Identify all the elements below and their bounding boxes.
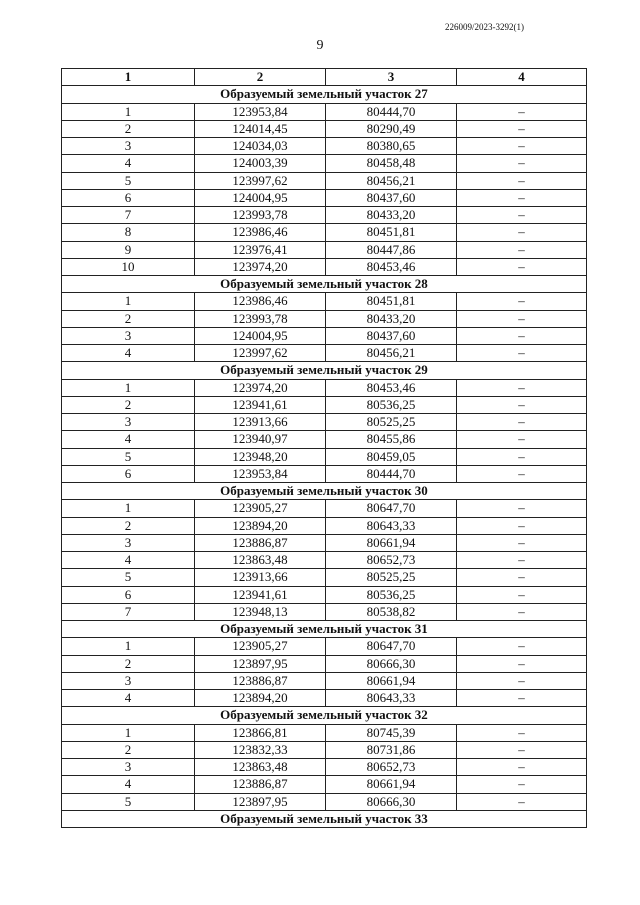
table-row bbox=[62, 414, 587, 431]
y-coordinate-cell: 80380,65 bbox=[326, 138, 457, 155]
remark-cell: – bbox=[457, 603, 587, 620]
x-coordinate-cell: 123832,33 bbox=[195, 741, 326, 758]
x-coordinate-cell: 123886,87 bbox=[195, 672, 326, 689]
point-number-cell: 1 bbox=[62, 724, 195, 741]
y-coordinate-cell: 80433,20 bbox=[326, 310, 457, 327]
section-title: Образуемый земельный участок 33 bbox=[62, 810, 587, 827]
y-coordinate-cell: 80437,60 bbox=[326, 189, 457, 206]
y-coordinate-cell: 80652,73 bbox=[326, 759, 457, 776]
remark-cell: – bbox=[457, 103, 587, 120]
x-coordinate-cell: 123953,84 bbox=[195, 103, 326, 120]
point-number-cell: 7 bbox=[62, 603, 195, 620]
document-id: 226009/2023-3292(1) bbox=[445, 22, 524, 32]
y-coordinate-cell: 80453,46 bbox=[326, 258, 457, 275]
section-title: Образуемый земельный участок 28 bbox=[62, 276, 587, 293]
table-row bbox=[62, 500, 587, 517]
table-row bbox=[62, 672, 587, 689]
x-coordinate-cell: 124003,39 bbox=[195, 155, 326, 172]
table-row bbox=[62, 172, 587, 189]
y-coordinate-cell: 80451,81 bbox=[326, 224, 457, 241]
section-row bbox=[62, 621, 587, 638]
remark-cell: – bbox=[457, 638, 587, 655]
x-coordinate-cell: 123953,84 bbox=[195, 465, 326, 482]
table-row bbox=[62, 776, 587, 793]
remark-cell: – bbox=[457, 345, 587, 362]
table-row bbox=[62, 327, 587, 344]
x-coordinate-cell: 124014,45 bbox=[195, 120, 326, 137]
y-coordinate-cell: 80647,70 bbox=[326, 500, 457, 517]
point-number-cell: 10 bbox=[62, 258, 195, 275]
y-coordinate-cell: 80538,82 bbox=[326, 603, 457, 620]
table-row bbox=[62, 465, 587, 482]
x-coordinate-cell: 123940,97 bbox=[195, 431, 326, 448]
x-coordinate-cell: 123894,20 bbox=[195, 690, 326, 707]
point-number-cell: 1 bbox=[62, 293, 195, 310]
remark-cell: – bbox=[457, 448, 587, 465]
x-coordinate-cell: 123948,20 bbox=[195, 448, 326, 465]
point-number-cell: 1 bbox=[62, 638, 195, 655]
header-cell: 4 bbox=[457, 69, 587, 86]
point-number-cell: 9 bbox=[62, 241, 195, 258]
table-row bbox=[62, 534, 587, 551]
x-coordinate-cell: 123941,61 bbox=[195, 586, 326, 603]
table-row bbox=[62, 793, 587, 810]
x-coordinate-cell: 123913,66 bbox=[195, 414, 326, 431]
x-coordinate-cell: 123993,78 bbox=[195, 310, 326, 327]
page-number: 9 bbox=[316, 38, 324, 53]
point-number-cell: 5 bbox=[62, 793, 195, 810]
y-coordinate-cell: 80652,73 bbox=[326, 552, 457, 569]
point-number-cell: 5 bbox=[62, 569, 195, 586]
point-number-cell: 3 bbox=[62, 138, 195, 155]
x-coordinate-cell: 123886,87 bbox=[195, 534, 326, 551]
remark-cell: – bbox=[457, 224, 587, 241]
section-row bbox=[62, 86, 587, 103]
y-coordinate-cell: 80525,25 bbox=[326, 414, 457, 431]
point-number-cell: 4 bbox=[62, 345, 195, 362]
x-coordinate-cell: 123897,95 bbox=[195, 655, 326, 672]
remark-cell: – bbox=[457, 500, 587, 517]
y-coordinate-cell: 80643,33 bbox=[326, 690, 457, 707]
remark-cell: – bbox=[457, 207, 587, 224]
y-coordinate-cell: 80666,30 bbox=[326, 793, 457, 810]
remark-cell: – bbox=[457, 534, 587, 551]
point-number-cell: 2 bbox=[62, 396, 195, 413]
point-number-cell: 4 bbox=[62, 690, 195, 707]
y-coordinate-cell: 80525,25 bbox=[326, 569, 457, 586]
remark-cell: – bbox=[457, 120, 587, 137]
x-coordinate-cell: 123974,20 bbox=[195, 379, 326, 396]
table-row bbox=[62, 655, 587, 672]
point-number-cell: 2 bbox=[62, 517, 195, 534]
x-coordinate-cell: 123948,13 bbox=[195, 603, 326, 620]
remark-cell: – bbox=[457, 241, 587, 258]
remark-cell: – bbox=[457, 431, 587, 448]
remark-cell: – bbox=[457, 379, 587, 396]
section-title: Образуемый земельный участок 30 bbox=[62, 483, 587, 500]
table-row bbox=[62, 569, 587, 586]
y-coordinate-cell: 80456,21 bbox=[326, 345, 457, 362]
remark-cell: – bbox=[457, 741, 587, 758]
x-coordinate-cell: 123863,48 bbox=[195, 552, 326, 569]
point-number-cell: 2 bbox=[62, 310, 195, 327]
point-number-cell: 1 bbox=[62, 379, 195, 396]
x-coordinate-cell: 123886,87 bbox=[195, 776, 326, 793]
table-row bbox=[62, 155, 587, 172]
section-title: Образуемый земельный участок 29 bbox=[62, 362, 587, 379]
y-coordinate-cell: 80536,25 bbox=[326, 586, 457, 603]
remark-cell: – bbox=[457, 293, 587, 310]
x-coordinate-cell: 123913,66 bbox=[195, 569, 326, 586]
y-coordinate-cell: 80459,05 bbox=[326, 448, 457, 465]
point-number-cell: 2 bbox=[62, 741, 195, 758]
table-row bbox=[62, 293, 587, 310]
section-row bbox=[62, 483, 587, 500]
table-row bbox=[62, 379, 587, 396]
y-coordinate-cell: 80643,33 bbox=[326, 517, 457, 534]
point-number-cell: 3 bbox=[62, 672, 195, 689]
x-coordinate-cell: 123897,95 bbox=[195, 793, 326, 810]
x-coordinate-cell: 123905,27 bbox=[195, 500, 326, 517]
remark-cell: – bbox=[457, 793, 587, 810]
x-coordinate-cell: 124004,95 bbox=[195, 327, 326, 344]
x-coordinate-cell: 123941,61 bbox=[195, 396, 326, 413]
remark-cell: – bbox=[457, 327, 587, 344]
table-row bbox=[62, 638, 587, 655]
point-number-cell: 4 bbox=[62, 552, 195, 569]
remark-cell: – bbox=[457, 776, 587, 793]
table-row bbox=[62, 103, 587, 120]
x-coordinate-cell: 123866,81 bbox=[195, 724, 326, 741]
table-row bbox=[62, 690, 587, 707]
point-number-cell: 2 bbox=[62, 120, 195, 137]
x-coordinate-cell: 123986,46 bbox=[195, 293, 326, 310]
x-coordinate-cell: 123997,62 bbox=[195, 345, 326, 362]
table-row bbox=[62, 224, 587, 241]
y-coordinate-cell: 80455,86 bbox=[326, 431, 457, 448]
table-row bbox=[62, 310, 587, 327]
remark-cell: – bbox=[457, 552, 587, 569]
point-number-cell: 5 bbox=[62, 448, 195, 465]
header-cell: 3 bbox=[326, 69, 457, 86]
remark-cell: – bbox=[457, 310, 587, 327]
table-row bbox=[62, 138, 587, 155]
point-number-cell: 4 bbox=[62, 776, 195, 793]
point-number-cell: 3 bbox=[62, 327, 195, 344]
header-row bbox=[62, 69, 587, 86]
y-coordinate-cell: 80447,86 bbox=[326, 241, 457, 258]
table-row bbox=[62, 759, 587, 776]
y-coordinate-cell: 80456,21 bbox=[326, 172, 457, 189]
x-coordinate-cell: 124034,03 bbox=[195, 138, 326, 155]
point-number-cell: 8 bbox=[62, 224, 195, 241]
y-coordinate-cell: 80290,49 bbox=[326, 120, 457, 137]
remark-cell: – bbox=[457, 759, 587, 776]
y-coordinate-cell: 80666,30 bbox=[326, 655, 457, 672]
table-row bbox=[62, 448, 587, 465]
table-row bbox=[62, 207, 587, 224]
x-coordinate-cell: 123863,48 bbox=[195, 759, 326, 776]
point-number-cell: 3 bbox=[62, 534, 195, 551]
table-row bbox=[62, 741, 587, 758]
x-coordinate-cell: 123974,20 bbox=[195, 258, 326, 275]
y-coordinate-cell: 80661,94 bbox=[326, 776, 457, 793]
remark-cell: – bbox=[457, 258, 587, 275]
section-title: Образуемый земельный участок 31 bbox=[62, 621, 587, 638]
x-coordinate-cell: 123905,27 bbox=[195, 638, 326, 655]
x-coordinate-cell: 123986,46 bbox=[195, 224, 326, 241]
x-coordinate-cell: 123997,62 bbox=[195, 172, 326, 189]
table-row bbox=[62, 241, 587, 258]
table-row bbox=[62, 396, 587, 413]
table-row bbox=[62, 345, 587, 362]
section-title: Образуемый земельный участок 27 bbox=[62, 86, 587, 103]
y-coordinate-cell: 80647,70 bbox=[326, 638, 457, 655]
section-row bbox=[62, 810, 587, 827]
remark-cell: – bbox=[457, 517, 587, 534]
point-number-cell: 2 bbox=[62, 655, 195, 672]
y-coordinate-cell: 80661,94 bbox=[326, 534, 457, 551]
y-coordinate-cell: 80731,86 bbox=[326, 741, 457, 758]
y-coordinate-cell: 80745,39 bbox=[326, 724, 457, 741]
point-number-cell: 4 bbox=[62, 155, 195, 172]
remark-cell: – bbox=[457, 672, 587, 689]
y-coordinate-cell: 80453,46 bbox=[326, 379, 457, 396]
point-number-cell: 1 bbox=[62, 103, 195, 120]
point-number-cell: 5 bbox=[62, 172, 195, 189]
table-row bbox=[62, 517, 587, 534]
table-row bbox=[62, 431, 587, 448]
remark-cell: – bbox=[457, 690, 587, 707]
y-coordinate-cell: 80444,70 bbox=[326, 103, 457, 120]
table-row bbox=[62, 189, 587, 206]
table-row bbox=[62, 120, 587, 137]
section-row bbox=[62, 362, 587, 379]
point-number-cell: 7 bbox=[62, 207, 195, 224]
header-cell: 1 bbox=[62, 69, 195, 86]
point-number-cell: 4 bbox=[62, 431, 195, 448]
remark-cell: – bbox=[457, 465, 587, 482]
y-coordinate-cell: 80661,94 bbox=[326, 672, 457, 689]
y-coordinate-cell: 80433,20 bbox=[326, 207, 457, 224]
remark-cell: – bbox=[457, 155, 587, 172]
section-row bbox=[62, 707, 587, 724]
point-number-cell: 6 bbox=[62, 189, 195, 206]
point-number-cell: 3 bbox=[62, 414, 195, 431]
coordinates-table bbox=[61, 68, 587, 828]
remark-cell: – bbox=[457, 586, 587, 603]
point-number-cell: 6 bbox=[62, 586, 195, 603]
remark-cell: – bbox=[457, 172, 587, 189]
table-row bbox=[62, 586, 587, 603]
remark-cell: – bbox=[457, 569, 587, 586]
point-number-cell: 3 bbox=[62, 759, 195, 776]
x-coordinate-cell: 124004,95 bbox=[195, 189, 326, 206]
point-number-cell: 1 bbox=[62, 500, 195, 517]
table-row bbox=[62, 258, 587, 275]
y-coordinate-cell: 80451,81 bbox=[326, 293, 457, 310]
section-row bbox=[62, 276, 587, 293]
x-coordinate-cell: 123976,41 bbox=[195, 241, 326, 258]
table-body bbox=[62, 86, 587, 828]
point-number-cell: 6 bbox=[62, 465, 195, 482]
table-row bbox=[62, 552, 587, 569]
remark-cell: – bbox=[457, 724, 587, 741]
remark-cell: – bbox=[457, 189, 587, 206]
table-row bbox=[62, 603, 587, 620]
y-coordinate-cell: 80437,60 bbox=[326, 327, 457, 344]
remark-cell: – bbox=[457, 396, 587, 413]
section-title: Образуемый земельный участок 32 bbox=[62, 707, 587, 724]
x-coordinate-cell: 123894,20 bbox=[195, 517, 326, 534]
table-row bbox=[62, 724, 587, 741]
x-coordinate-cell: 123993,78 bbox=[195, 207, 326, 224]
remark-cell: – bbox=[457, 414, 587, 431]
remark-cell: – bbox=[457, 655, 587, 672]
y-coordinate-cell: 80458,48 bbox=[326, 155, 457, 172]
header-cell: 2 bbox=[195, 69, 326, 86]
y-coordinate-cell: 80444,70 bbox=[326, 465, 457, 482]
remark-cell: – bbox=[457, 138, 587, 155]
y-coordinate-cell: 80536,25 bbox=[326, 396, 457, 413]
